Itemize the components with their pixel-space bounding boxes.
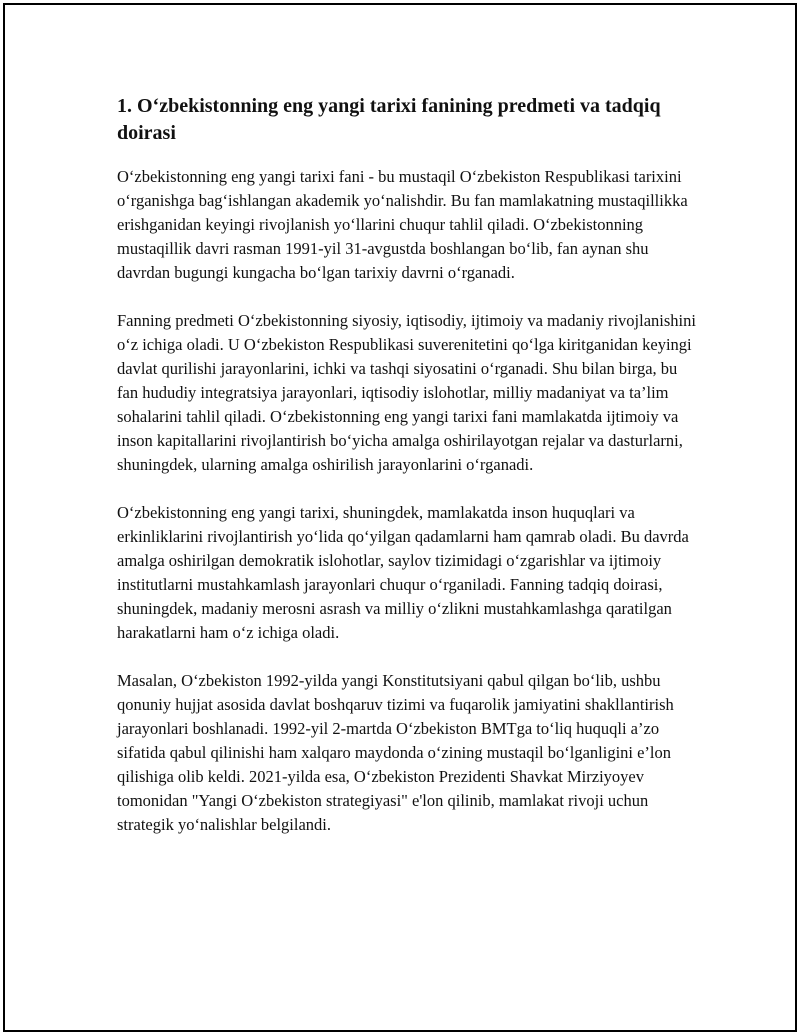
paragraph-1: O‘zbekistonning eng yangi tarixi fani - bu mustaqil O‘zbekiston Respublikasi tarixini o‘rganishga bag‘ishlangan akademik yo‘nalishdir. Bu fan mamlakatning mustaqillikka erishganidan keyingi rivojlanish yo‘llarini chuqur tahlil qiladi. O‘zbekistonning mustaqillik davri rasman 1991-yil 31-avgustda boshlangan bo‘lib, fan aynan shu davrdan bugungi kungacha bo‘lgan tarixiy davrni o‘rganadi. — [117, 167, 688, 282]
paragraph-4: Masalan, O‘zbekiston 1992-yilda yangi Konstitutsiyani qabul qilgan bo‘lib, ushbu qonuniy hujjat asosida davlat boshqaruv tizimi va fuqarolik jamiyatini shakllantirish jarayonlari boshlanadi. 1992-yil 2-martda O‘zbekiston BMTga to‘liq huquqli a’zo sifatida qabul qilinishi ham xalqaro maydonda o‘zining mustaqil bo‘lganligini e’lon qilishiga olib keldi. 2021-yilda esa, O‘zbekiston Prezidenti Shavkat Mirziyoyev tomonidan "Yangi O‘zbekiston strategiyasi" e'lon qilinib, mamlakat rivoji uchun strategik yo‘nalishlar belgilandi. — [117, 671, 674, 834]
paragraph-3: O‘zbekistonning eng yangi tarixi, shuningdek, mamlakatda inson huquqlari va erkinliklarini rivojlantirish yo‘lida qo‘yilgan qadamlarni ham qamrab oladi. Bu davrda amalga oshirilgan demokratik islohotlar, saylov tizimidagi o‘zgarishlar va ijtimoiy institutlarni mustahkamlash jarayonlari chuqur o‘rganiladi. Fanning tadqiq doirasi, shuningdek, madaniy merosni asrash va milliy o‘zlikni mustahkamlashga qaratilgan harakatlarni ham o‘z ichiga oladi. — [117, 503, 689, 642]
document-body — [117, 93, 697, 861]
section-heading: 1. O‘zbekistonning eng yangi tarixi fanining predmeti va tadqiq doirasi — [117, 95, 661, 144]
paragraph-2: Fanning predmeti O‘zbekistonning siyosiy, iqtisodiy, ijtimoiy va madaniy rivojlanishini o‘z ichiga oladi. U O‘zbekiston Respublikasi suverenitetini qo‘lga kiritganidan keyingi davlat qurilishi jarayonlarini, ichki va tashqi siyosatini o‘rganadi. Shu bilan birga, bu fan hududiy integratsiya jarayonlari, iqtisodiy islohotlar, milliy madaniyat va ta’lim sohalarini tahlil qiladi. O‘zbekistonning eng yangi tarixi fani mamlakatda ijtimoiy va inson kapitallarini rivojlantirish bo‘yicha amalga oshirilayotgan rejalar va dasturlarni, shuningdek, ularning amalga oshirilish jarayonlarini o‘rganadi. — [117, 311, 696, 474]
